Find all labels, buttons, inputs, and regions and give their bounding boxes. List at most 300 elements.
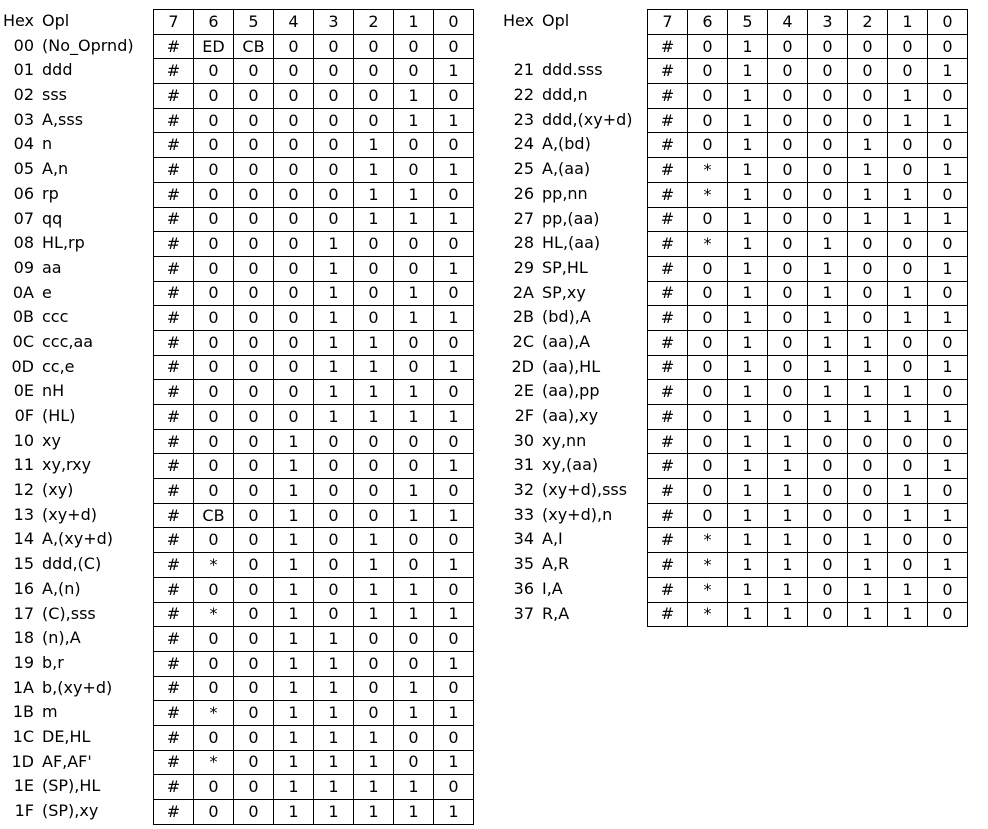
bit-cell: 0 (234, 108, 274, 133)
bit-cell: 0 (928, 182, 968, 207)
bit-cell: 0 (808, 602, 848, 627)
bit-cell: 1 (314, 627, 354, 652)
label-row (502, 108, 633, 133)
label-row (502, 453, 633, 478)
table-row (648, 59, 968, 84)
hex-code: 2F (514, 406, 534, 425)
bit-cell: 1 (274, 750, 314, 775)
bit-cell: # (648, 207, 688, 232)
bit-cell: 1 (768, 577, 808, 602)
bit-cell: 0 (434, 676, 474, 701)
bit-cell: 1 (434, 701, 474, 726)
label-row (502, 256, 633, 281)
operand-label: aa (42, 257, 62, 277)
operand-label: ccc,aa (42, 331, 94, 351)
bit-cell: 0 (234, 553, 274, 578)
bit-cell: 0 (928, 577, 968, 602)
bit-cell: 1 (274, 676, 314, 701)
bit-cell: 1 (394, 108, 434, 133)
bit-cell: 1 (394, 503, 434, 528)
bit-cell: 1 (728, 34, 768, 59)
hex-code: 02 (13, 85, 34, 105)
bit-cell: 1 (728, 306, 768, 331)
hex-code: 32 (513, 480, 534, 500)
bit-cell: 0 (928, 232, 968, 257)
operand-label: ddd.sss (542, 60, 603, 80)
table-row (648, 479, 968, 504)
hex-code: 17 (13, 603, 34, 623)
table-row (648, 306, 968, 331)
label-row (502, 305, 633, 330)
bit-cell: 0 (888, 330, 928, 355)
bit-cell: # (154, 577, 194, 602)
bit-cell: 0 (888, 429, 928, 454)
bit-cell: 0 (194, 306, 234, 331)
label-row (2, 774, 134, 799)
label-row (2, 799, 134, 824)
hex-code: 18 (13, 628, 34, 648)
label-row (2, 676, 134, 701)
bit-cell: 0 (194, 676, 234, 701)
bit-cell: 1 (728, 380, 768, 405)
bit-cell: 0 (808, 158, 848, 183)
bit-cell: 0 (194, 330, 234, 355)
label-row (2, 453, 134, 478)
bit-cell: 1 (354, 158, 394, 183)
bit-cell: 1 (394, 380, 434, 405)
bit-cell: 1 (394, 182, 434, 207)
bit-cell: 0 (808, 34, 848, 59)
bit-cell: 1 (434, 750, 474, 775)
bit-cell: 1 (314, 676, 354, 701)
bit-cell: 1 (274, 503, 314, 528)
bit-cell: 0 (234, 454, 274, 479)
bit-cell: 1 (394, 306, 434, 331)
bit-cell: 0 (768, 182, 808, 207)
bit-cell: 0 (848, 108, 888, 133)
bit-cell: 0 (234, 725, 274, 750)
bit-cell: # (154, 59, 194, 84)
bit-cell: 1 (274, 725, 314, 750)
operand-label: xy,nn (542, 430, 587, 450)
bit-cell: 0 (808, 528, 848, 553)
label-row (2, 34, 134, 59)
bit-cell: 0 (888, 158, 928, 183)
bit-cell: 1 (434, 306, 474, 331)
label-header (2, 9, 134, 34)
label-row (502, 34, 633, 59)
operand-label: A,I (542, 529, 563, 549)
bit-cell: 0 (354, 701, 394, 726)
table-row (648, 330, 968, 355)
label-row (502, 231, 633, 256)
table-row (648, 182, 968, 207)
table-row (154, 602, 474, 627)
bit-cell: # (154, 84, 194, 109)
bit-cell: 0 (928, 380, 968, 405)
bit-cell: # (648, 330, 688, 355)
operand-label: qq (42, 208, 63, 228)
bit-cell: # (648, 355, 688, 380)
bit-cell: 0 (394, 330, 434, 355)
hex-code: 2E (513, 381, 534, 401)
operand-label: R,A (542, 603, 570, 623)
bit-cell: 1 (354, 775, 394, 800)
bit-cell: 0 (354, 676, 394, 701)
bit-cell: 1 (728, 330, 768, 355)
bit-cell: 0 (808, 553, 848, 578)
label-row (2, 750, 134, 775)
bit-cell: 0 (808, 133, 848, 158)
bit-header-row (154, 10, 474, 35)
operand-label: A,(xy+d) (42, 529, 114, 549)
bit-cell: 0 (394, 627, 434, 652)
bit-cell: # (154, 602, 194, 627)
table-row (648, 108, 968, 133)
bit-cell: 1 (848, 405, 888, 430)
bit-cell: CB (234, 34, 274, 59)
bit-cell: 1 (768, 503, 808, 528)
operand-label: (n),A (42, 628, 81, 648)
hex-code: 0F (14, 406, 34, 425)
bit-cell: 0 (314, 454, 354, 479)
bit-cell: 1 (394, 775, 434, 800)
bit-cell: 0 (274, 34, 314, 59)
label-row (502, 330, 633, 355)
hex-code: 11 (13, 455, 34, 475)
table-row (648, 528, 968, 553)
operand-label: AF,AF' (42, 751, 92, 771)
table-row (154, 503, 474, 528)
bit-cell: 0 (354, 84, 394, 109)
bit-cell: # (154, 800, 194, 825)
bit-cell: 0 (274, 207, 314, 232)
bit-cell: 0 (688, 59, 728, 84)
bit-cell: 1 (394, 479, 434, 504)
label-row (502, 379, 633, 404)
bit-cell: 1 (728, 503, 768, 528)
hex-code: 34 (513, 529, 534, 549)
bit-cell: 0 (274, 59, 314, 84)
bit-header-row (648, 10, 968, 35)
table-row (648, 232, 968, 257)
operand-label: ddd,(xy+d) (542, 109, 633, 129)
bit-cell: # (648, 405, 688, 430)
bit-cell: 1 (274, 651, 314, 676)
table-row (648, 429, 968, 454)
bit-cell: 0 (354, 454, 394, 479)
bit-cell: 0 (354, 429, 394, 454)
bit-cell: 1 (434, 158, 474, 183)
bit-cell: 0 (234, 355, 274, 380)
hex-code: 22 (513, 85, 534, 105)
bit-cell: 1 (928, 454, 968, 479)
operand-label: ccc (42, 307, 69, 327)
bit-cell: 0 (354, 503, 394, 528)
table-row (154, 84, 474, 109)
bit-cell: 0 (194, 479, 234, 504)
bit-cell: 1 (354, 528, 394, 553)
bit-cell: 0 (194, 84, 234, 109)
opl-header: Opl (542, 11, 570, 30)
bit-cell: # (154, 133, 194, 158)
label-row (502, 157, 633, 182)
bit-header-cell: 7 (154, 10, 194, 35)
operand-label: nH (42, 381, 65, 401)
bit-cell: 0 (768, 84, 808, 109)
bit-cell: # (154, 725, 194, 750)
bit-cell: 1 (274, 454, 314, 479)
bit-cell: 0 (688, 281, 728, 306)
bit-cell: 0 (194, 627, 234, 652)
bit-cell: 1 (888, 207, 928, 232)
label-row (2, 58, 134, 83)
bit-cell: 1 (728, 577, 768, 602)
bit-cell: 1 (274, 627, 314, 652)
bit-cell: # (154, 108, 194, 133)
bit-cell: 1 (928, 207, 968, 232)
hex-code: 19 (13, 652, 34, 672)
bit-cell: 0 (928, 479, 968, 504)
bit-cell: 0 (274, 330, 314, 355)
bit-cell: 0 (274, 158, 314, 183)
bit-cell: # (648, 59, 688, 84)
bit-header-cell: 3 (314, 10, 354, 35)
bit-cell: 0 (808, 108, 848, 133)
bit-cell: 1 (394, 84, 434, 109)
bit-cell: 1 (274, 577, 314, 602)
bit-cell: 1 (728, 355, 768, 380)
bit-header-cell: 1 (394, 10, 434, 35)
bit-cell: # (154, 750, 194, 775)
bit-cell: # (154, 503, 194, 528)
bit-cell: 0 (394, 59, 434, 84)
operand-label: (SP),xy (42, 801, 99, 820)
label-row (2, 281, 134, 306)
bit-cell: 0 (194, 800, 234, 825)
hex-code: 2D (511, 356, 534, 376)
bit-cell: 1 (314, 651, 354, 676)
table-row (648, 405, 968, 430)
bit-cell: 1 (888, 182, 928, 207)
bit-cell: 0 (808, 59, 848, 84)
bit-cell: # (154, 479, 194, 504)
bit-cell: # (648, 158, 688, 183)
bit-cell: 1 (314, 701, 354, 726)
operand-label: I,A (542, 578, 563, 598)
bit-cell: 1 (728, 454, 768, 479)
bit-cell: 0 (808, 577, 848, 602)
operand-label: A,sss (42, 109, 84, 129)
bit-cell: 1 (768, 528, 808, 553)
bit-cell: 0 (888, 34, 928, 59)
bit-cell: # (154, 775, 194, 800)
bit-cell: 0 (848, 34, 888, 59)
bit-cell: 0 (274, 306, 314, 331)
bit-cell: 0 (194, 405, 234, 430)
hex-code: 16 (13, 578, 34, 598)
bit-cell: 0 (234, 775, 274, 800)
bit-cell: 1 (394, 701, 434, 726)
hex-header: Hex (2, 11, 34, 30)
bit-cell: 0 (394, 158, 434, 183)
bit-cell: 0 (808, 454, 848, 479)
bit-cell: 1 (314, 750, 354, 775)
bit-cell: 0 (928, 84, 968, 109)
bit-cell: 1 (274, 429, 314, 454)
bit-cell: # (648, 232, 688, 257)
operand-label: A,(bd) (542, 134, 591, 154)
table-row (154, 158, 474, 183)
opl-header: Opl (42, 11, 70, 30)
operand-label: m (42, 702, 58, 722)
bit-cell: 1 (354, 355, 394, 380)
bit-cell: 0 (194, 429, 234, 454)
bit-cell: 1 (728, 59, 768, 84)
bit-cell: # (154, 651, 194, 676)
bit-cell: 1 (728, 232, 768, 257)
operand-label: (bd),A (542, 307, 591, 327)
table-row (154, 651, 474, 676)
bit-cell: 1 (354, 577, 394, 602)
bit-cell: 1 (928, 553, 968, 578)
bit-cell: 0 (768, 59, 808, 84)
table-row (154, 553, 474, 578)
bit-cell: 0 (808, 207, 848, 232)
label-row (2, 207, 134, 232)
hex-code: 09 (13, 257, 34, 277)
operand-label: A,n (42, 159, 69, 179)
bit-cell: 0 (688, 355, 728, 380)
table-row (154, 429, 474, 454)
bit-cell: 0 (928, 330, 968, 355)
bit-cell: 1 (888, 108, 928, 133)
bit-cell: # (648, 256, 688, 281)
bit-cell: 0 (768, 256, 808, 281)
bit-cell: * (688, 182, 728, 207)
bit-cell: 0 (274, 380, 314, 405)
hex-code: 07 (13, 208, 34, 228)
hex-code: 10 (13, 430, 34, 450)
bit-cell: 0 (434, 725, 474, 750)
bit-cell: 0 (688, 479, 728, 504)
bit-cell: 1 (274, 528, 314, 553)
bit-cell: CB (194, 503, 234, 528)
bit-cell: 0 (688, 34, 728, 59)
bit-cell: 0 (234, 330, 274, 355)
bit-cell: 0 (314, 108, 354, 133)
bit-cell: 0 (314, 133, 354, 158)
bit-cell: 0 (274, 281, 314, 306)
bit-cell: 0 (688, 108, 728, 133)
label-row (2, 429, 134, 454)
bit-cell: 1 (888, 405, 928, 430)
bit-cell: 1 (728, 182, 768, 207)
bit-cell: 0 (234, 429, 274, 454)
bit-cell: 1 (354, 330, 394, 355)
bit-cell: 1 (728, 207, 768, 232)
hex-code: 2A (512, 282, 534, 302)
bit-cell: 0 (768, 108, 808, 133)
operand-label: rp (42, 183, 59, 203)
bit-cell: 1 (394, 281, 434, 306)
bit-cell: 1 (888, 380, 928, 405)
table-row (154, 454, 474, 479)
bit-cell: 0 (394, 553, 434, 578)
bit-cell: # (154, 306, 194, 331)
bit-cell: 0 (354, 232, 394, 257)
bit-cell: 0 (194, 355, 234, 380)
hex-code: 1A (12, 677, 34, 697)
table-row (154, 701, 474, 726)
bit-cell: 0 (434, 528, 474, 553)
bit-cell: 0 (848, 232, 888, 257)
bit-cell: 1 (728, 429, 768, 454)
bit-cell: 0 (394, 256, 434, 281)
bit-cell: 0 (808, 84, 848, 109)
bit-cell: 0 (234, 207, 274, 232)
bit-cell: 0 (394, 528, 434, 553)
table-row (648, 454, 968, 479)
bit-cell: 1 (928, 503, 968, 528)
bit-cell: 0 (434, 627, 474, 652)
bit-cell: 1 (928, 256, 968, 281)
bit-cell: 1 (394, 800, 434, 825)
bit-cell: 0 (354, 479, 394, 504)
operand-label: b,(xy+d) (42, 677, 113, 697)
bit-header-cell: 2 (848, 10, 888, 35)
bit-cell: # (648, 108, 688, 133)
bit-cell: 0 (434, 380, 474, 405)
bit-cell: # (648, 281, 688, 306)
bit-cell: 0 (688, 405, 728, 430)
table-row (154, 676, 474, 701)
bit-header-cell: 7 (648, 10, 688, 35)
label-row (502, 602, 633, 627)
hex-code: 1F (14, 801, 34, 820)
bit-cell: # (154, 405, 194, 430)
table-row (154, 800, 474, 825)
bit-cell: 1 (728, 528, 768, 553)
bit-cell: 1 (808, 306, 848, 331)
bit-cell: 1 (394, 577, 434, 602)
label-row (2, 404, 134, 429)
bit-cell: 0 (314, 59, 354, 84)
bit-cell: 1 (394, 602, 434, 627)
bit-cell: 1 (434, 651, 474, 676)
bit-cell: 0 (234, 405, 274, 430)
table-row (648, 577, 968, 602)
bit-cell: 0 (688, 207, 728, 232)
bit-cell: 1 (848, 133, 888, 158)
right-label-column (502, 9, 633, 626)
operand-label: xy,rxy (42, 455, 92, 475)
bit-cell: 0 (234, 84, 274, 109)
bit-cell: 1 (848, 158, 888, 183)
bit-cell: 0 (194, 775, 234, 800)
hex-code: 23 (513, 109, 534, 129)
label-row (2, 231, 134, 256)
bit-cell: 0 (314, 553, 354, 578)
bit-cell: 0 (394, 232, 434, 257)
hex-code: 33 (513, 504, 534, 524)
label-row (502, 404, 633, 429)
bit-cell: 0 (194, 133, 234, 158)
label-row (2, 108, 134, 133)
bit-cell: 1 (274, 602, 314, 627)
bit-cell: 1 (848, 207, 888, 232)
bit-cell: # (648, 133, 688, 158)
